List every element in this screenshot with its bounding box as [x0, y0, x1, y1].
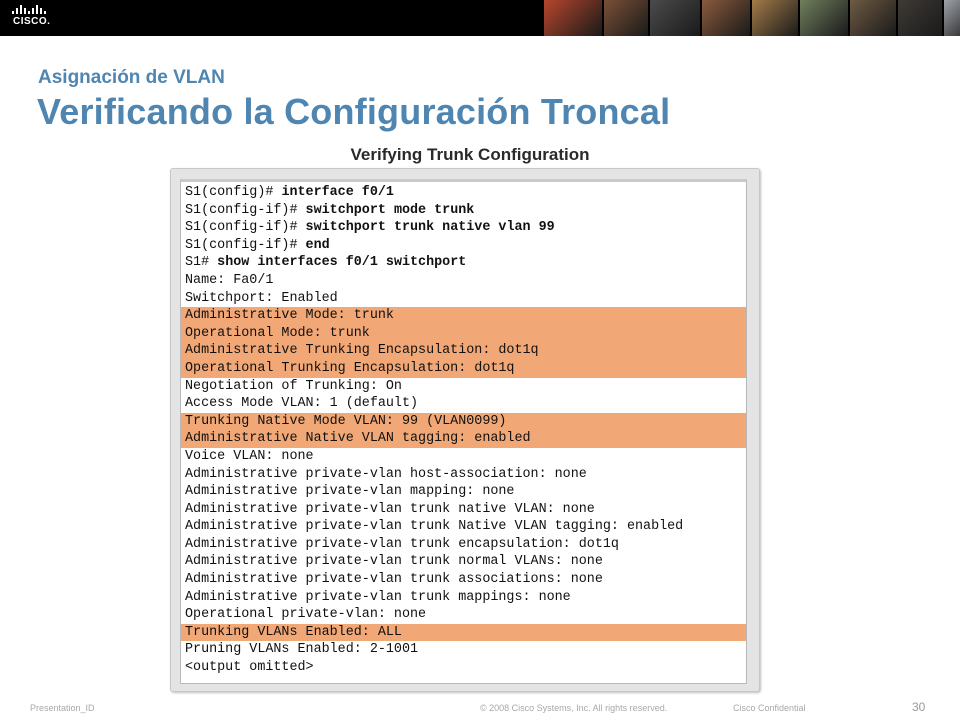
cli-output-text: Name: Fa0/1: [185, 272, 274, 288]
cli-line: [181, 659, 746, 677]
cli-output-text: Administrative private-vlan mapping: none: [185, 484, 515, 500]
cli-line: [181, 571, 746, 589]
cli-command: show interfaces f0/1 switchport: [217, 255, 467, 271]
cli-output-text: Negotiation of Trunking: On: [185, 378, 402, 394]
cli-output-text: Administrative private-vlan trunk Native VLAN tagging: enabled: [185, 519, 684, 535]
cli-output-text: Administrative private-vlan trunk associations: none: [185, 572, 603, 588]
cli-line: [181, 184, 746, 202]
banner-photo-man-2: [898, 0, 942, 36]
cli-line: [181, 378, 746, 396]
cli-line-highlighted: [181, 413, 746, 431]
figure-caption: Verifying Trunk Configuration: [350, 145, 590, 164]
cli-output-text: Operational Mode: trunk: [185, 325, 370, 341]
cli-line: [181, 254, 746, 272]
cli-prompt: S1(config)#: [185, 185, 282, 200]
cli-command: switchport trunk native vlan 99: [305, 220, 555, 236]
banner-photo-man-3: [944, 0, 960, 36]
cli-prompt: S1(config-if)#: [185, 220, 306, 236]
cli-output-text: Operational Trunking Encapsulation: dot1q: [185, 360, 515, 376]
cli-command: switchport mode trunk: [305, 202, 475, 218]
cli-line-highlighted: [181, 342, 746, 360]
cli-output-text: Pruning VLANs Enabled: 2-1001: [185, 642, 419, 658]
banner-photo-girl: [850, 0, 896, 36]
cli-command: interface f0/1: [281, 185, 394, 200]
cli-output-text: Voice VLAN: none: [185, 448, 314, 464]
cli-output-text: Administrative Trunking Encapsulation: dot1q: [185, 343, 539, 359]
cli-line: [181, 219, 746, 237]
slide-subtitle: Asignación de VLAN: [38, 67, 225, 88]
cli-line: [181, 272, 746, 290]
cli-line: [181, 237, 746, 255]
cli-command: end: [305, 237, 330, 253]
cli-line: [181, 202, 746, 220]
cli-line: [181, 290, 746, 308]
cli-output-text: Administrative Mode: trunk: [185, 308, 394, 324]
cli-line: [181, 466, 746, 484]
cli-output-text: Administrative Native VLAN tagging: enabled: [185, 431, 531, 447]
cli-output-lines: [181, 182, 746, 677]
banner-photo-woman: [604, 0, 648, 36]
banner-photo-woman-2: [752, 0, 798, 36]
cli-line: [181, 518, 746, 536]
cli-line: [181, 395, 746, 413]
cli-output-text: Trunking Native Mode VLAN: 99 (VLAN0099): [185, 413, 507, 429]
slide-title: Verificando la Configuración Troncal: [37, 91, 671, 132]
cisco-logo-text: CISCO.: [13, 16, 51, 27]
cli-output-text: Administrative private-vlan trunk mappings: none: [185, 589, 571, 605]
footer-copyright: © 2008 Cisco Systems, Inc. All rights reserved.: [480, 703, 668, 713]
cli-output-text: Access Mode VLAN: 1 (default): [185, 396, 419, 412]
cli-line-highlighted: [181, 325, 746, 343]
cli-prompt: S1(config-if)#: [185, 202, 306, 218]
cli-output-text: <output omitted>: [185, 660, 314, 676]
footer-confidential: Cisco Confidential: [733, 703, 806, 713]
cisco-logo: [10, 5, 58, 31]
cli-output-text: Trunking VLANs Enabled: ALL: [185, 624, 402, 640]
cli-prompt: S1(config-if)#: [185, 237, 306, 253]
cli-output-text: Administrative private-vlan trunk native VLAN: none: [185, 501, 595, 517]
cli-output-text: Administrative private-vlan trunk normal VLANs: none: [185, 554, 603, 570]
cli-line-highlighted: [181, 307, 746, 325]
cli-line: [181, 589, 746, 607]
footer-presentation-id: Presentation_ID: [30, 703, 95, 713]
banner-photo-man: [650, 0, 700, 36]
cli-line-highlighted: [181, 430, 746, 448]
cli-output-text: Operational private-vlan: none: [185, 607, 427, 623]
cli-output-text: Switchport: Enabled: [185, 290, 338, 306]
banner-photo-math: [800, 0, 848, 36]
cli-line-highlighted: [181, 624, 746, 642]
top-banner: [0, 0, 960, 36]
cli-line: [181, 641, 746, 659]
cli-line: [181, 606, 746, 624]
cli-line: [181, 553, 746, 571]
cli-line: [181, 483, 746, 501]
cli-output-panel: [180, 179, 747, 684]
cli-line-highlighted: [181, 360, 746, 378]
cli-output-text: Administrative private-vlan host-association: none: [185, 466, 587, 482]
cli-output-text: Administrative private-vlan trunk encapsulation: dot1q: [185, 536, 619, 552]
cli-prompt: S1#: [185, 255, 218, 271]
cli-line: [181, 536, 746, 554]
page-number: 30: [912, 700, 926, 714]
banner-photo-boy: [702, 0, 750, 36]
cli-line: [181, 501, 746, 519]
cli-line: [181, 448, 746, 466]
banner-photo-texture: [544, 0, 602, 36]
banner-photo-strip: [544, 0, 960, 36]
